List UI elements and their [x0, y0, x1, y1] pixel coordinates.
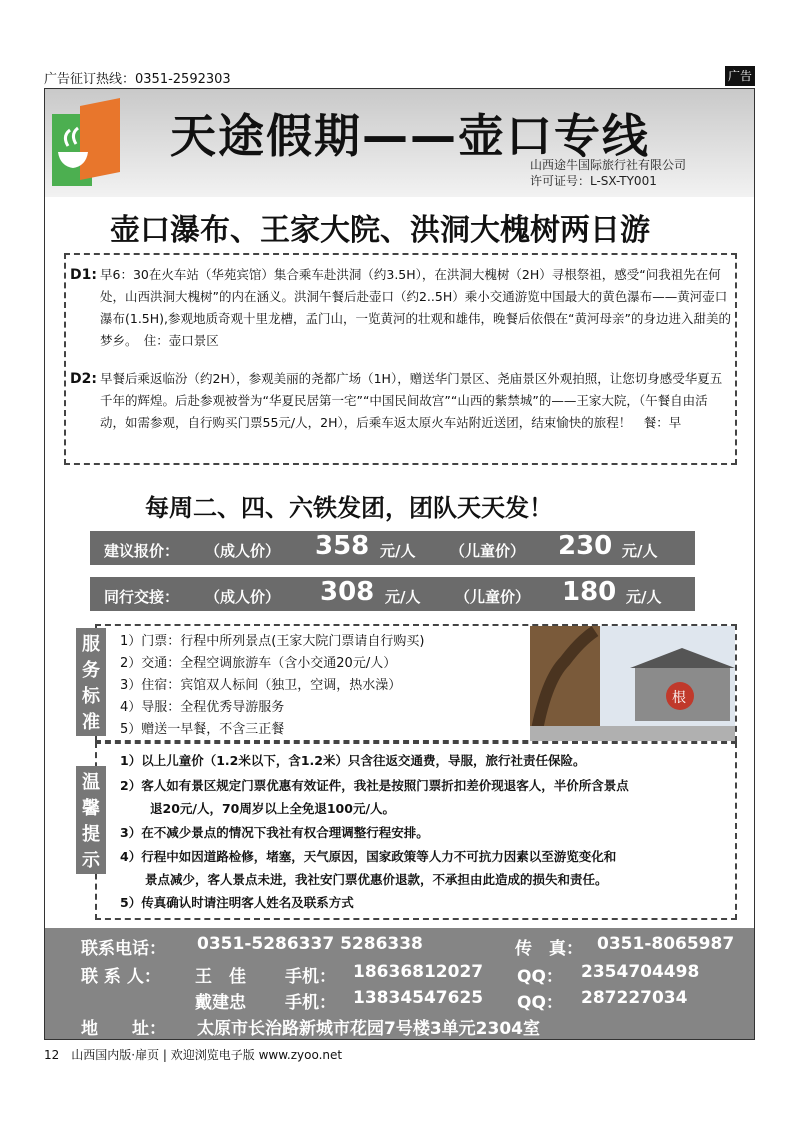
adult-price: 308	[320, 577, 375, 607]
wang-family-courtyard-photo	[530, 626, 735, 741]
service-sidebar-label: 服务标准	[76, 628, 106, 736]
service-item: 1）门票：行程中所列景点(王家大院门票请自行购买)	[120, 634, 425, 649]
mobile-number: 13834547625	[353, 988, 484, 1008]
license-number: 许可证号：L-SX-TY001	[530, 174, 657, 188]
child-price: 230	[558, 531, 613, 561]
adult-price: 358	[315, 531, 370, 561]
price-unit: 元/人	[380, 542, 416, 560]
ad-hotline: 广告征订热线：0351-2592303	[44, 72, 231, 87]
day2-text: 早餐后乘返临汾（约2H），参观美丽的尧都广场（1H），赠送华门景区、尧庙景区外观拍照，让您切身感受华夏五千年的辉煌。后赴参观被誉为“华夏民居第一宅”“中国民间故宫”“山西的紫禁城”的——王家大院，（午餐自由活动，如需参观，自行购买门票55元/人，2H），后乘车返太原火车站附近送团，结束愉快的旅程！ 餐：早	[100, 371, 723, 430]
tip-item: 1）以上儿童价（1.2米以下，含1.2米）只含往返交通费，导服，旅行社责任保险。	[120, 753, 586, 768]
mobile-label: 手机：	[285, 967, 336, 987]
service-item: 3）住宿：宾馆双人标间（独卫，空调，热水澡）	[120, 678, 402, 693]
itinerary-day1	[70, 264, 732, 352]
contact-person: 王 佳	[195, 967, 246, 987]
tip-item: 2）客人如有景区规定门票优惠有效证件，我社是按照门票折扣差价现退客人，半价所含景点	[120, 778, 629, 793]
price-unit: 元/人	[385, 588, 421, 606]
service-item: 4）导服：全程优秀导游服务	[120, 700, 285, 715]
address-label: 地 址：	[81, 1019, 166, 1039]
ad-tag: 广告	[725, 66, 755, 86]
photo-sign-text: 根	[672, 690, 686, 706]
day1-label: D1:	[70, 267, 97, 283]
departure-slogan: 每周二、四、六铁发团，团队天天发！	[145, 494, 553, 522]
contact-panel	[45, 928, 754, 1039]
price-bar-suggested	[90, 531, 695, 565]
page-title: 天途假期——壶口专线	[170, 109, 650, 163]
service-item: 5）赠送一早餐，不含三正餐	[120, 722, 285, 737]
mobile-number: 18636812027	[353, 962, 484, 982]
phone-numbers: 0351-5286337 5286338	[197, 934, 423, 954]
price-bar-trade	[90, 577, 695, 611]
price-row-label: 建议报价：	[104, 542, 180, 560]
tip-item: 3）在不减少景点的情况下我社有权合理调整行程安排。	[120, 825, 429, 840]
phone-label: 联系电话：	[81, 939, 166, 959]
child-label: （儿童价）	[455, 588, 531, 606]
fax-label: 传 真：	[515, 939, 583, 959]
mobile-label: 手机：	[285, 993, 336, 1013]
tips-sidebar-label: 温馨提示	[76, 766, 106, 874]
service-item: 2）交通：全程空调旅游车（含小交通20元/人）	[120, 656, 397, 671]
qq-number: 2354704498	[581, 962, 700, 982]
tip-item: 景点减少，客人景点未进，我社安门票优惠价退款，不承担由此造成的损失和责任。	[145, 872, 608, 887]
child-label: （儿童价）	[450, 542, 526, 560]
itinerary-day2	[70, 368, 732, 434]
price-unit: 元/人	[622, 542, 658, 560]
adult-label: （成人价）	[205, 542, 281, 560]
teacup-logo-icon	[50, 96, 122, 188]
contact-person: 戴建忠	[195, 993, 246, 1013]
day1-text: 早6：30在火车站（华苑宾馆）集合乘车赴洪洞（约3.5H），在洪洞大槐树（2H）寻根祭祖，感受“问我祖先在何处，山西洪洞大槐树”的内在涵义。洪洞午餐后赴壶口（约2..5H）乘小交通游览中国最大的黄色瀑布——黄河壶口瀑布(1.5H),参观地质奇观十里龙槽，孟门山，一览黄河的壮观和雄伟，晚餐后依偎在“黄河母亲”的身边进入甜美的梦乡。 住：壶口景区	[100, 267, 731, 348]
tip-item: 4）行程中如因道路检修，堵塞，天气原因，国家政策等人力不可抗力因素以至游览变化和	[120, 849, 617, 864]
day2-label: D2:	[70, 371, 97, 387]
address: 太原市长治路新城市花园7号楼3单元2304室	[197, 1019, 540, 1039]
price-row-label: 同行交接：	[104, 588, 180, 606]
page-footer: 12 山西国内版·扉页 | 欢迎浏览电子版 www.zyoo.net	[44, 1048, 343, 1062]
qq-label: QQ：	[517, 967, 563, 987]
price-unit: 元/人	[626, 588, 662, 606]
tour-subtitle: 壶口瀑布、王家大院、洪洞大槐树两日游	[110, 213, 650, 248]
fax-number: 0351-8065987	[597, 934, 735, 954]
person-label: 联 系 人：	[81, 967, 161, 987]
company-name: 山西途牛国际旅行社有限公司	[530, 158, 687, 172]
child-price: 180	[562, 577, 617, 607]
tip-item: 5）传真确认时请注明客人姓名及联系方式	[120, 895, 354, 910]
tip-item: 退20元/人，70周岁以上全免退100元/人。	[150, 801, 396, 816]
qq-label: QQ：	[517, 993, 563, 1013]
qq-number: 287227034	[581, 988, 688, 1008]
adult-label: （成人价）	[205, 588, 281, 606]
